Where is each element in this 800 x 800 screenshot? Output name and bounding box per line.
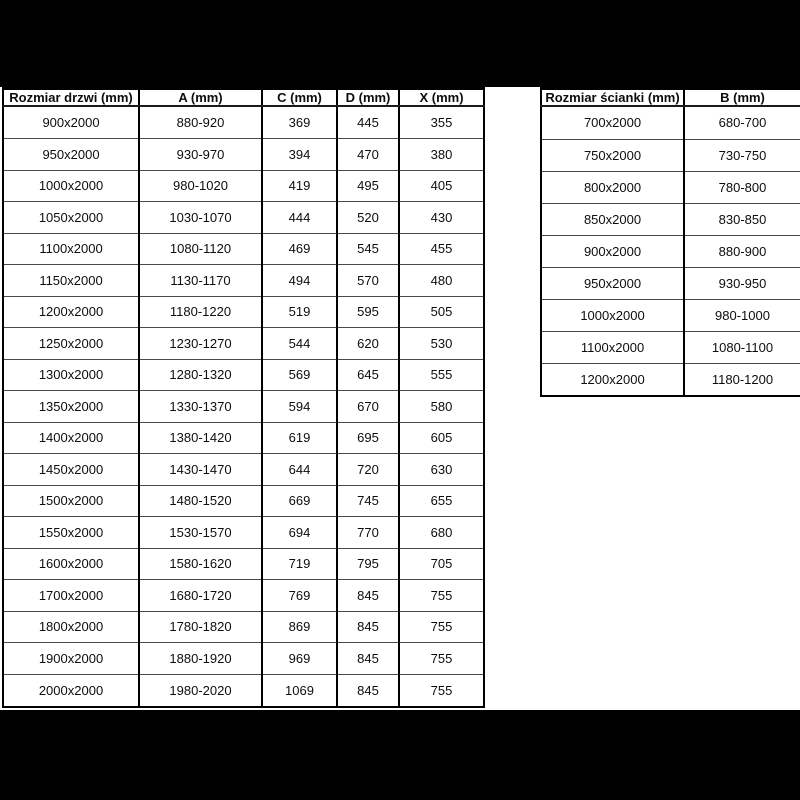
- table-cell: 530: [399, 328, 484, 360]
- table-row: [541, 299, 800, 331]
- table-row: [541, 106, 800, 139]
- table-cell: 980-1000: [684, 299, 800, 331]
- table-cell: 470: [337, 139, 399, 171]
- table-cell: 700x2000: [541, 106, 684, 139]
- table-row: [541, 139, 800, 171]
- table-cell: 719: [262, 548, 337, 580]
- table-cell: 1180-1220: [139, 296, 262, 328]
- table-cell: 830-850: [684, 203, 800, 235]
- table-cell: 1500x2000: [3, 485, 139, 517]
- table-cell: 1450x2000: [3, 454, 139, 486]
- table-cell: 969: [262, 643, 337, 675]
- column-header: X (mm): [399, 89, 484, 107]
- table-cell: 1280-1320: [139, 359, 262, 391]
- table-cell: 680: [399, 517, 484, 549]
- table-cell: 1250x2000: [3, 328, 139, 360]
- table-row: [3, 328, 484, 360]
- table-cell: 694: [262, 517, 337, 549]
- table-cell: 755: [399, 643, 484, 675]
- column-header: C (mm): [262, 89, 337, 107]
- table-cell: 669: [262, 485, 337, 517]
- table-cell: 369: [262, 106, 337, 139]
- table-cell: 1000x2000: [541, 299, 684, 331]
- table-cell: 795: [337, 548, 399, 580]
- content-panel: [0, 87, 800, 710]
- table-cell: 545: [337, 233, 399, 265]
- table-cell: 495: [337, 170, 399, 202]
- table-cell: 644: [262, 454, 337, 486]
- table-cell: 845: [337, 674, 399, 707]
- table-cell: 730-750: [684, 139, 800, 171]
- table-cell: 355: [399, 106, 484, 139]
- table-cell: 930-970: [139, 139, 262, 171]
- table-cell: 900x2000: [3, 106, 139, 139]
- table-cell: 1800x2000: [3, 611, 139, 643]
- table-row: [3, 517, 484, 549]
- table-row: [3, 454, 484, 486]
- table-cell: 850x2000: [541, 203, 684, 235]
- table-cell: 1130-1170: [139, 265, 262, 297]
- table-cell: 930-950: [684, 267, 800, 299]
- table-cell: 1900x2000: [3, 643, 139, 675]
- table-cell: 1100x2000: [3, 233, 139, 265]
- table-cell: 1480-1520: [139, 485, 262, 517]
- table-cell: 1430-1470: [139, 454, 262, 486]
- table-cell: 845: [337, 643, 399, 675]
- table-cell: 394: [262, 139, 337, 171]
- table-cell: 1000x2000: [3, 170, 139, 202]
- wall-size-table: [540, 87, 800, 397]
- table-row: [3, 170, 484, 202]
- table-cell: 645: [337, 359, 399, 391]
- table-cell: 430: [399, 202, 484, 234]
- table-cell: 1230-1270: [139, 328, 262, 360]
- table-cell: 505: [399, 296, 484, 328]
- table-cell: 380: [399, 139, 484, 171]
- table-row: [3, 296, 484, 328]
- table-cell: 405: [399, 170, 484, 202]
- table-cell: 1069: [262, 674, 337, 707]
- table-cell: 1100x2000: [541, 331, 684, 363]
- table-cell: 544: [262, 328, 337, 360]
- table-row: [541, 235, 800, 267]
- table-cell: 845: [337, 611, 399, 643]
- table-row: [541, 331, 800, 363]
- table-cell: 880-900: [684, 235, 800, 267]
- table-cell: 900x2000: [541, 235, 684, 267]
- table-row: [541, 267, 800, 299]
- table-cell: 755: [399, 580, 484, 612]
- table-cell: 1400x2000: [3, 422, 139, 454]
- table-row: [3, 265, 484, 297]
- column-header: B (mm): [684, 89, 800, 107]
- table-cell: 1080-1120: [139, 233, 262, 265]
- table-cell: 494: [262, 265, 337, 297]
- table-cell: 980-1020: [139, 170, 262, 202]
- table-cell: 1980-2020: [139, 674, 262, 707]
- table-cell: 800x2000: [541, 171, 684, 203]
- table-cell: 680-700: [684, 106, 800, 139]
- table-row: [3, 611, 484, 643]
- table-cell: 1300x2000: [3, 359, 139, 391]
- table-cell: 769: [262, 580, 337, 612]
- table-cell: 444: [262, 202, 337, 234]
- table-cell: 1080-1100: [684, 331, 800, 363]
- table-row: [3, 580, 484, 612]
- table-cell: 1880-1920: [139, 643, 262, 675]
- table-cell: 695: [337, 422, 399, 454]
- table-row: [3, 422, 484, 454]
- table-row: [3, 643, 484, 675]
- table-row: [3, 548, 484, 580]
- table-row: [3, 674, 484, 707]
- table-cell: 469: [262, 233, 337, 265]
- table-cell: 555: [399, 359, 484, 391]
- table-cell: 594: [262, 391, 337, 423]
- table-cell: 950x2000: [541, 267, 684, 299]
- table-cell: 569: [262, 359, 337, 391]
- table-header-row: [3, 89, 484, 107]
- table-row: [3, 202, 484, 234]
- column-header: Rozmiar ścianki (mm): [541, 89, 684, 107]
- table-cell: 630: [399, 454, 484, 486]
- table-cell: 455: [399, 233, 484, 265]
- column-header: A (mm): [139, 89, 262, 107]
- table-cell: 750x2000: [541, 139, 684, 171]
- column-header: Rozmiar drzwi (mm): [3, 89, 139, 107]
- table-row: [3, 233, 484, 265]
- table-cell: 580: [399, 391, 484, 423]
- table-cell: 620: [337, 328, 399, 360]
- table-cell: 770: [337, 517, 399, 549]
- table-cell: 1050x2000: [3, 202, 139, 234]
- table-cell: 605: [399, 422, 484, 454]
- table-cell: 445: [337, 106, 399, 139]
- table-cell: 1550x2000: [3, 517, 139, 549]
- table-cell: 1380-1420: [139, 422, 262, 454]
- table-row: [3, 139, 484, 171]
- table-cell: 880-920: [139, 106, 262, 139]
- table-cell: 1200x2000: [541, 363, 684, 396]
- table-row: [3, 391, 484, 423]
- table-cell: 2000x2000: [3, 674, 139, 707]
- table-row: [3, 106, 484, 139]
- table-row: [541, 363, 800, 396]
- table-cell: 1780-1820: [139, 611, 262, 643]
- table-cell: 755: [399, 674, 484, 707]
- table-cell: 520: [337, 202, 399, 234]
- table-cell: 1530-1570: [139, 517, 262, 549]
- table-cell: 1580-1620: [139, 548, 262, 580]
- table-cell: 480: [399, 265, 484, 297]
- door-size-table: [2, 87, 485, 708]
- table-cell: 755: [399, 611, 484, 643]
- table-cell: 720: [337, 454, 399, 486]
- table-cell: 845: [337, 580, 399, 612]
- table-cell: 1330-1370: [139, 391, 262, 423]
- table-row: [541, 203, 800, 235]
- table-cell: 869: [262, 611, 337, 643]
- table-cell: 1030-1070: [139, 202, 262, 234]
- table-cell: 1350x2000: [3, 391, 139, 423]
- table-cell: 419: [262, 170, 337, 202]
- table-cell: 1150x2000: [3, 265, 139, 297]
- table-row: [541, 171, 800, 203]
- table-row: [3, 359, 484, 391]
- table-cell: 619: [262, 422, 337, 454]
- table-cell: 1180-1200: [684, 363, 800, 396]
- table-cell: 780-800: [684, 171, 800, 203]
- column-header: D (mm): [337, 89, 399, 107]
- table-cell: 655: [399, 485, 484, 517]
- table-cell: 745: [337, 485, 399, 517]
- table-cell: 1680-1720: [139, 580, 262, 612]
- table-cell: 1200x2000: [3, 296, 139, 328]
- table-cell: 519: [262, 296, 337, 328]
- table-cell: 595: [337, 296, 399, 328]
- table-cell: 1700x2000: [3, 580, 139, 612]
- table-row: [3, 485, 484, 517]
- table-header-row: [541, 89, 800, 107]
- table-cell: 950x2000: [3, 139, 139, 171]
- table-cell: 1600x2000: [3, 548, 139, 580]
- table-cell: 570: [337, 265, 399, 297]
- table-cell: 670: [337, 391, 399, 423]
- table-cell: 705: [399, 548, 484, 580]
